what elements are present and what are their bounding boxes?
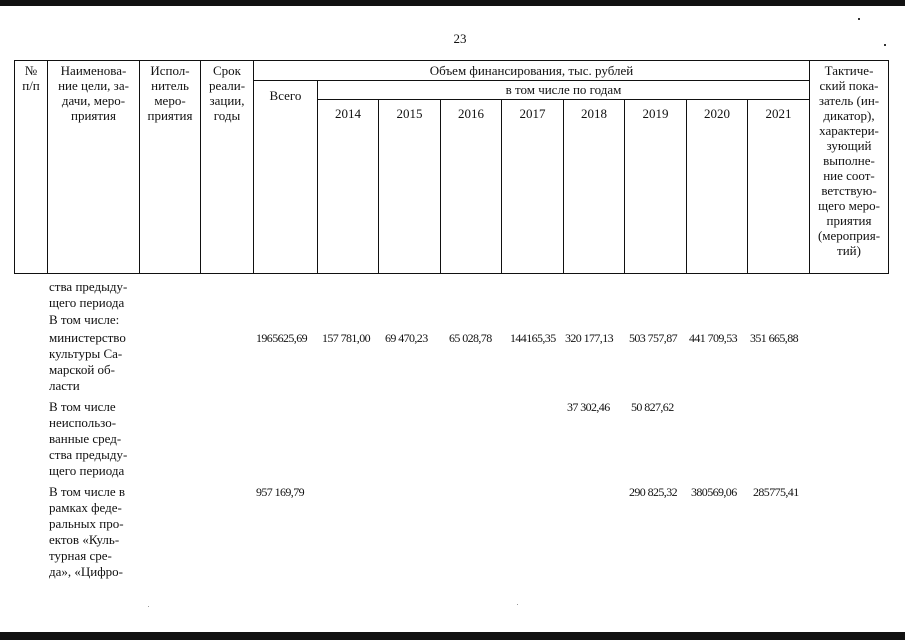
col-line <box>624 99 625 274</box>
header-col-name: Наименова- ние цели, за- дачи, меро- приятия <box>58 63 129 123</box>
col-line <box>747 99 748 274</box>
row-ministry-name: министерство культуры Са- марской об- ласти <box>49 330 126 393</box>
header-col-indicator: Тактиче- ский пока- затель (ин- дикатор), характери- зующий выполне- ние соот- ветствую- щего меро- приятия (мероприя- тий) <box>817 63 881 258</box>
row-including-label: В том числе: <box>49 312 120 327</box>
col-line <box>378 99 379 274</box>
header-bottom-line <box>14 273 889 274</box>
col-line <box>440 99 441 274</box>
row-ministry-2016: 65 028,78 <box>449 331 492 345</box>
header-year: 2014 <box>335 106 361 121</box>
header-year: 2020 <box>704 106 730 121</box>
row-federal-total: 957 169,79 <box>256 485 305 499</box>
row-ministry-2019: 503 757,87 <box>629 331 678 345</box>
row-unused-2019: 50 827,62 <box>631 400 674 414</box>
row-federal-2020: 380569,06 <box>691 485 737 499</box>
row-ministry-2018: 320 177,13 <box>565 331 614 345</box>
scan-speck <box>858 18 860 20</box>
row-federal-name: В том числе в рамках феде- ральных про- ектов «Куль- турная сре- да», «Цифро- <box>49 484 126 579</box>
row-federal-2021: 285775,41 <box>753 485 799 499</box>
row-ministry-2014: 157 781,00 <box>322 331 371 345</box>
header-col-total: Всего <box>269 88 302 103</box>
header-year: 2016 <box>458 106 484 121</box>
row-ministry-2015: 69 470,23 <box>385 331 428 345</box>
row-ministry-2017: 144165,35 <box>510 331 556 345</box>
scan-speck <box>884 44 886 46</box>
header-year: 2018 <box>581 106 607 121</box>
header-col-no: № п/п <box>22 63 40 93</box>
header-col-term: Срок реали- зации, годы <box>208 63 246 123</box>
top-border <box>0 0 905 6</box>
col-line <box>563 99 564 274</box>
funding-subline <box>253 80 809 81</box>
bottom-border <box>0 632 905 640</box>
header-year: 2015 <box>396 106 423 121</box>
header-col-executor: Испол- нитель меро- приятия <box>147 63 193 123</box>
col-line <box>686 99 687 274</box>
page-number: 23 <box>453 31 467 46</box>
header-funding-title: Объем финансирования, тыс. рублей <box>429 63 634 78</box>
header-year: 2019 <box>642 106 669 121</box>
row-ministry-total: 1965625,69 <box>256 331 308 345</box>
col-line <box>888 60 889 274</box>
row-unused-name: В том числе неиспользо- ванные сред- ства предыду- щего периода <box>49 399 128 478</box>
header-year: 2021 <box>765 106 792 121</box>
row-continued-text: ства предыду- щего периода <box>49 279 128 310</box>
col-line <box>501 99 502 274</box>
row-ministry-2020: 441 709,53 <box>689 331 738 345</box>
scan-speck <box>148 606 149 607</box>
scan-speck <box>517 604 518 605</box>
header-by-years: в том числе по годам <box>505 82 622 97</box>
row-unused-2018: 37 302,46 <box>567 400 610 414</box>
row-ministry-2021: 351 665,88 <box>750 331 799 345</box>
header-top-line <box>14 60 889 61</box>
row-federal-2019: 290 825,32 <box>629 485 678 499</box>
header-year: 2017 <box>519 106 546 121</box>
